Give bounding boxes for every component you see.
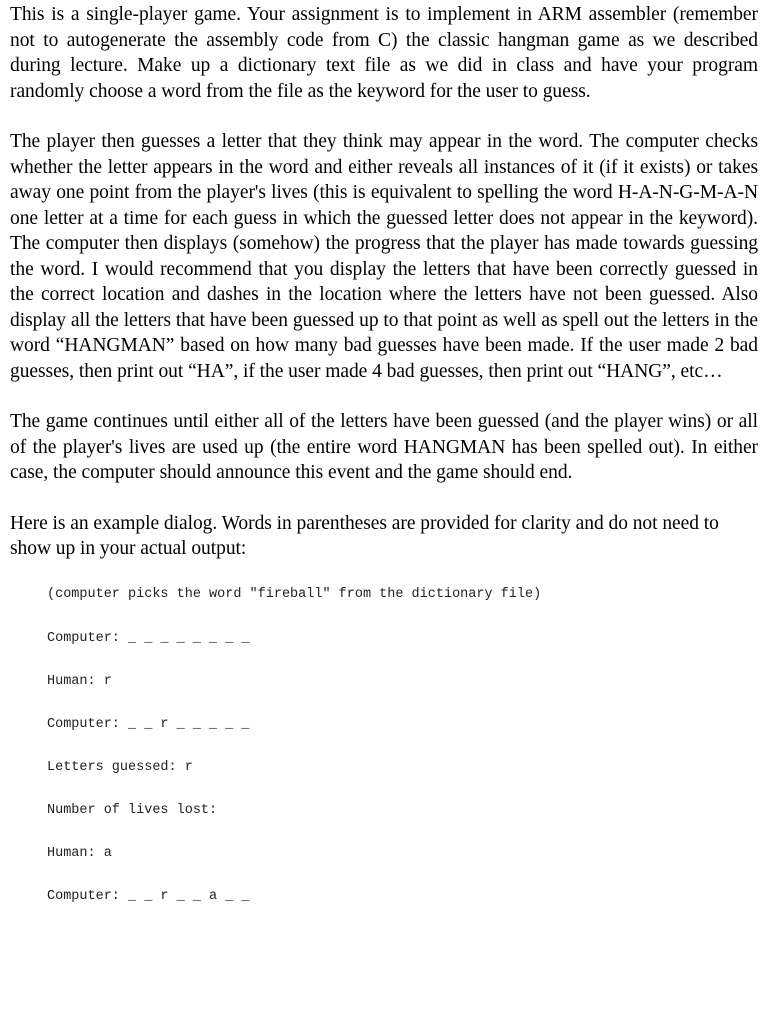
- dialog-line-human-1: Human: r: [47, 673, 112, 689]
- paragraph-gameplay: The player then guesses a letter that they think may appear in the word. The computer checks whether the letter appears in the word and either reveals all instances of it (if it exists) or takes away one point from the player's lives (this is equivalent to spelling the word H-A-N-G-M-A-N one letter at a time for each guess in which the guessed letter does not appear in the keyword). The computer then displays (somehow) the progress that the player has made towards guessing the word. I would recommend that you display the letters that have been correctly guessed in the correct location and dashes in the location where the letters have not been guessed. Also display all the letters that have been guessed up to that point as well as spell out the letters in the word “HANGMAN” based on how many bad guesses have been made. If the user made 2 bad guesses, then print out “HA”, if the user made 4 bad guesses, then print out “HANG”, etc…: [10, 131, 758, 382]
- dialog-line-human-2: Human: a: [47, 845, 112, 861]
- paragraph-ending: The game continues until either all of the letters have been guessed (and the player wins) or all of the player's lives are used up (the entire word HANGMAN has been spelled out). In either case, the computer should announce this event and the game should end.: [10, 411, 758, 483]
- dialog-line-computer-1: Computer: _ _ _ _ _ _ _ _: [47, 630, 250, 646]
- dialog-line-lives-lost: Number of lives lost:: [47, 802, 218, 818]
- paragraph-intro: This is a single-player game. Your assignment is to implement in ARM assembler (remember not to autogenerate the assembly code from C) the classic hangman game as we described during lecture. Make up a dictionary text file as we did in class and have your program randomly choose a word from the file as the keyword for the user to guess.: [10, 4, 758, 102]
- dialog-line-computer-2: Computer: _ _ r _ _ _ _ _: [47, 716, 250, 732]
- dialog-line-computer-3: Computer: _ _ r _ _ a _ _: [47, 888, 250, 904]
- document-body: [10, 2, 758, 932]
- dialog-line-note: (computer picks the word "fireball" from the dictionary file): [47, 586, 542, 602]
- paragraph-example-intro: Here is an example dialog. Words in parentheses are provided for clarity and do not need to show up in your actual output:: [10, 512, 719, 559]
- example-dialog: [10, 587, 758, 932]
- dialog-line-letters-guessed: Letters guessed: r: [47, 759, 193, 775]
